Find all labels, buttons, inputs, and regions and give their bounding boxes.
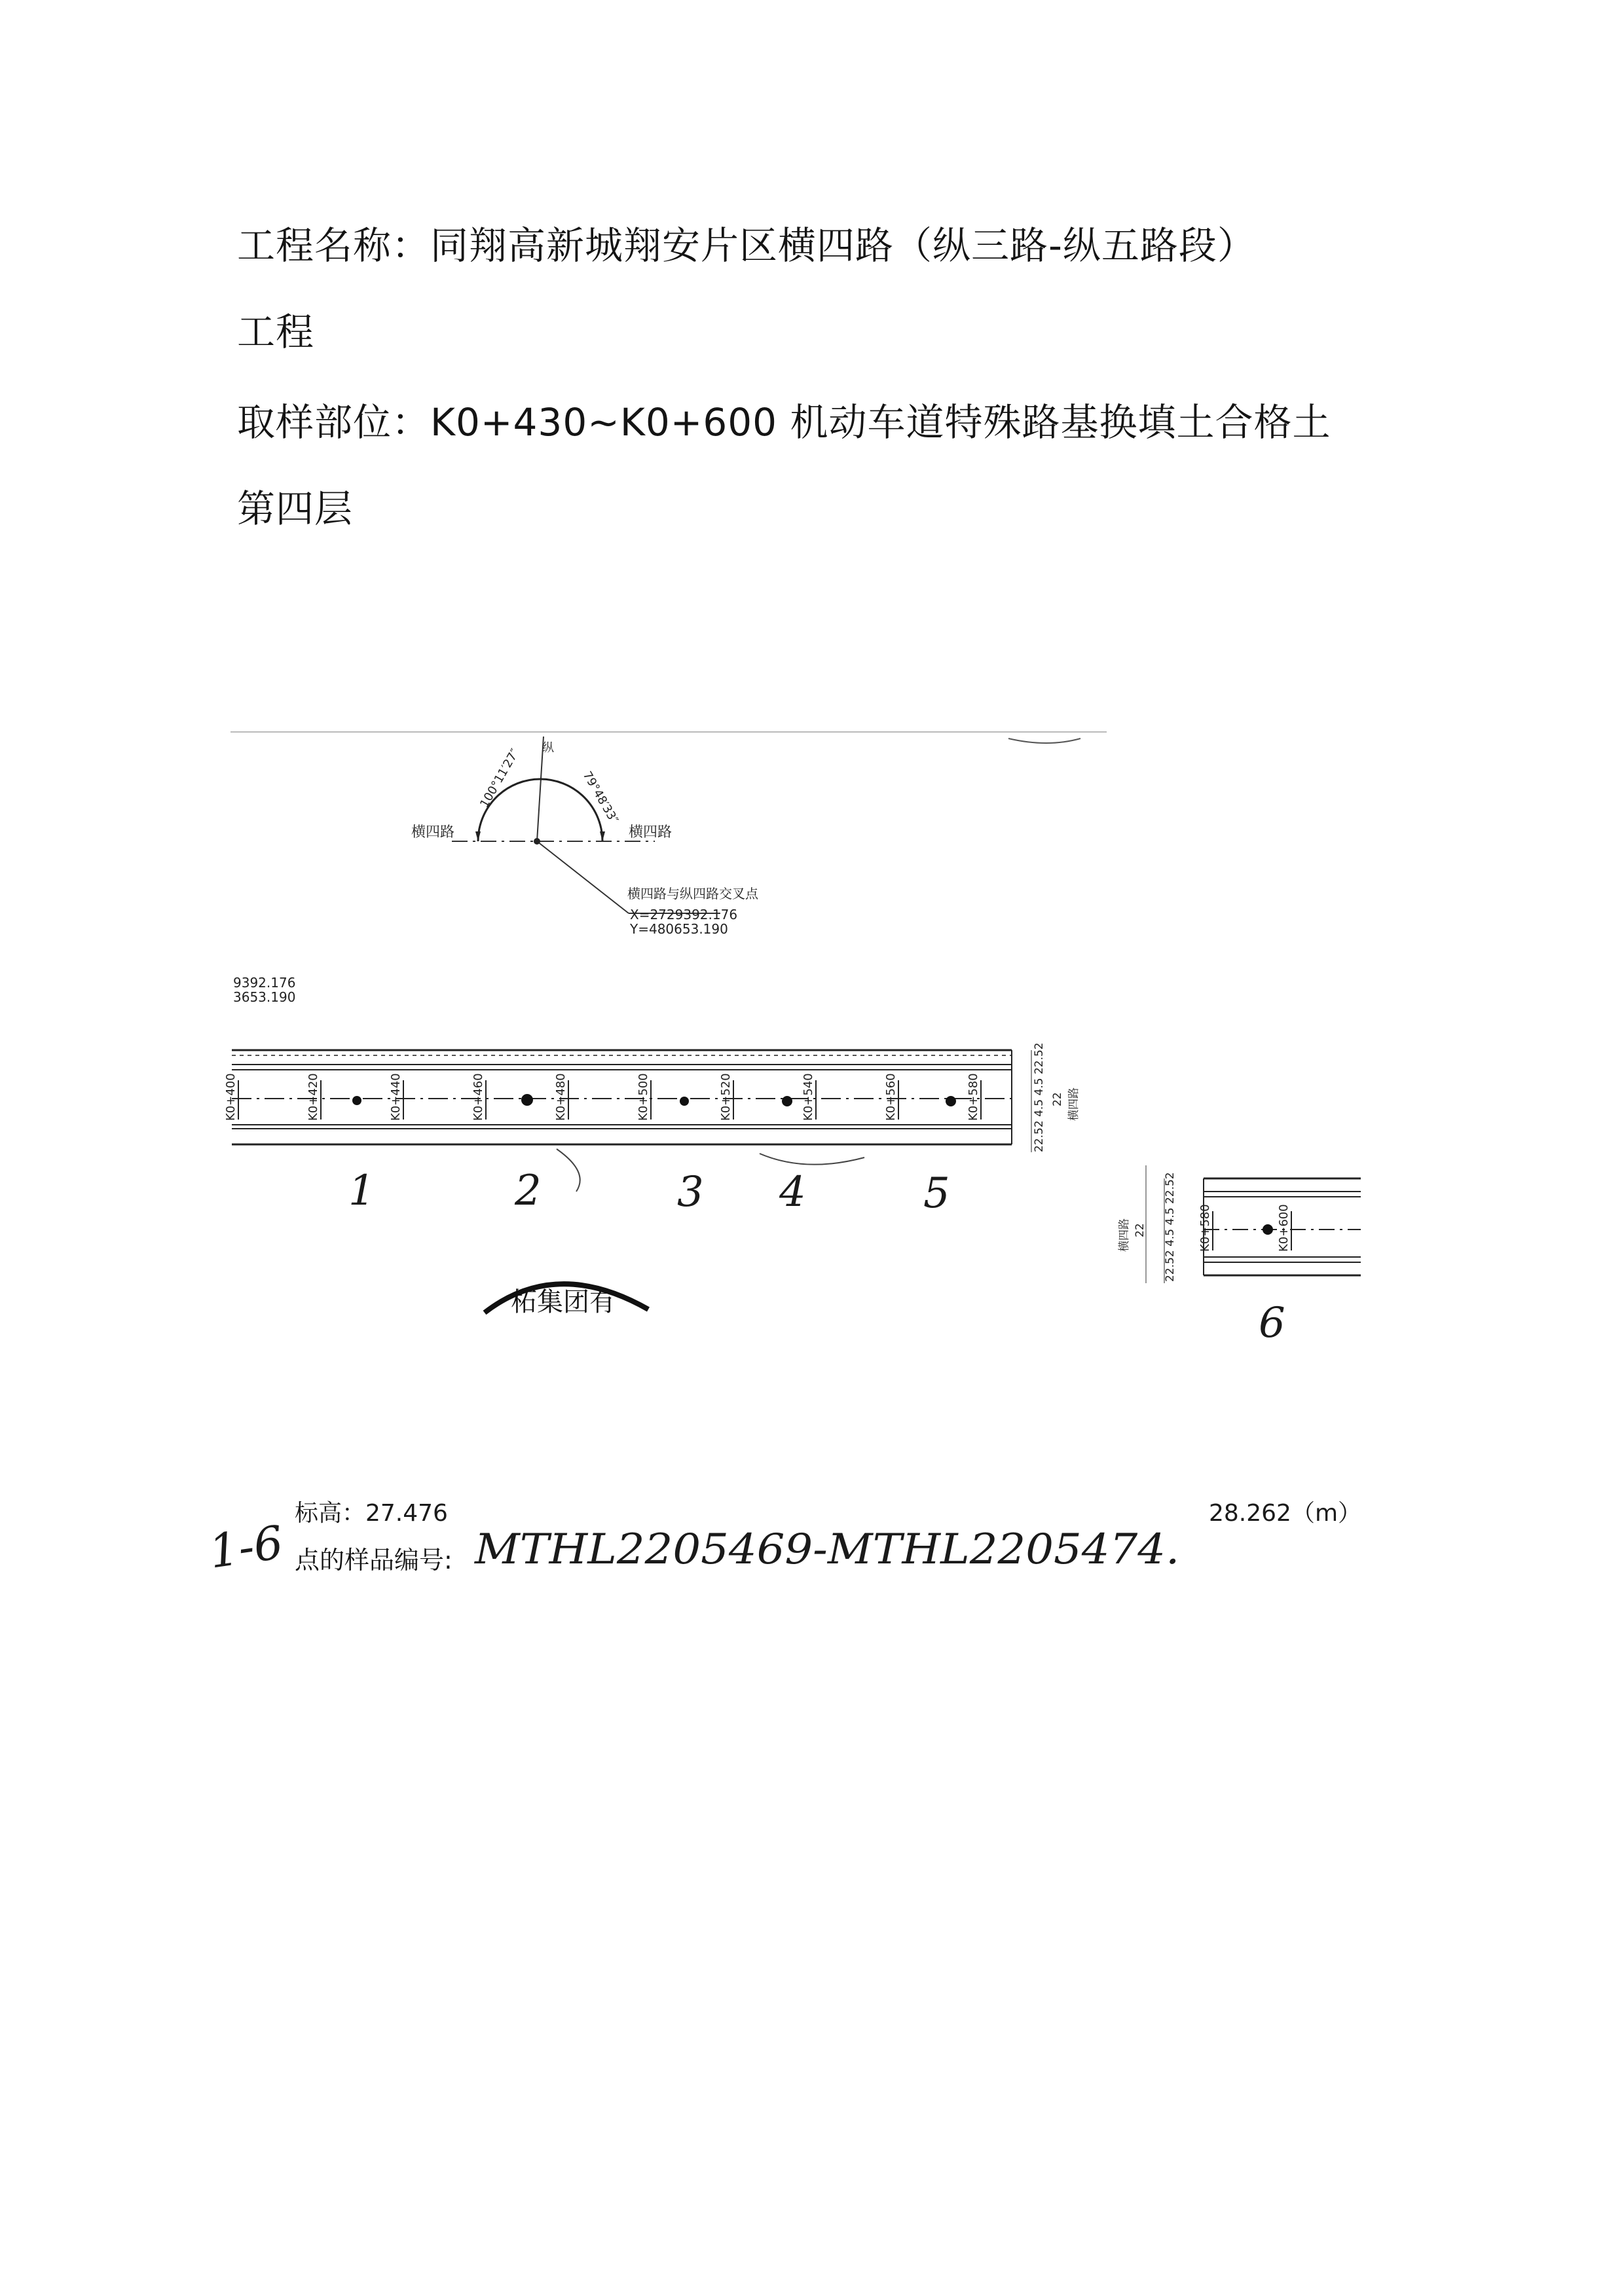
point-label-6: 6: [1259, 1299, 1285, 1347]
station-label: K0+440: [389, 1073, 403, 1121]
angle-left: 100°11′27″: [477, 746, 523, 811]
road-label-left: 横四路: [411, 824, 455, 841]
angle-right: 79°48′33″: [580, 769, 621, 826]
sample-point-2: [521, 1094, 533, 1106]
station-label: K0+560: [884, 1073, 898, 1121]
inset-station-label: K0+600: [1277, 1204, 1291, 1252]
inset-road-width: 22: [1134, 1223, 1147, 1237]
road-label-right: 横四路: [629, 824, 673, 841]
handwritten-sample-ids: MTHL2205469-MTHL2205474.: [475, 1525, 1180, 1574]
inset-station-label: K0+580: [1198, 1204, 1212, 1252]
sample-point-1: [352, 1096, 361, 1105]
coord-x-label: 9392.176: [233, 975, 296, 991]
sample-point-5: [946, 1096, 956, 1106]
station-label: K0+540: [802, 1073, 815, 1121]
station-label: K0+580: [967, 1073, 980, 1121]
station-label: K0+480: [554, 1073, 568, 1121]
point-label-2: 2: [515, 1167, 542, 1215]
point-label-1: 1: [348, 1167, 375, 1215]
road-width: 22: [1051, 1092, 1064, 1106]
sample-point-3: [680, 1097, 689, 1106]
intersection-title: 横四路与纵四路交叉点: [627, 886, 758, 902]
station-label: K0+460: [471, 1073, 485, 1121]
intersection-x: X=2729392.176: [630, 907, 738, 922]
sample-point-4: [782, 1096, 792, 1106]
road-label-top: 纵: [542, 741, 554, 755]
elevation-right: 28.262（m）: [1209, 1500, 1362, 1527]
project-name-continuation: 工程: [237, 310, 315, 354]
point-label-5: 5: [923, 1169, 950, 1218]
road-name-vertical: 横四路: [1067, 1087, 1080, 1121]
seal-text: 柘集团有: [511, 1287, 616, 1317]
sampling-location-line: 取样部位：K0+430~K0+600 机动车道特殊路基换填土合格土: [237, 400, 1331, 445]
sample-number-label: 点的样品编号:: [295, 1546, 452, 1575]
station-label: K0+520: [719, 1073, 733, 1121]
project-name-line: 工程名称：同翔高新城翔安片区横四路（纵三路-纵五路段）: [237, 223, 1256, 268]
point-label-3: 3: [677, 1168, 704, 1216]
sample-point-6: [1263, 1224, 1273, 1235]
intersection-detail: [411, 737, 759, 937]
sampling-layer-line: 第四层: [237, 486, 354, 531]
elevation-left: 标高：27.476: [295, 1500, 448, 1527]
intersection-y: Y=480653.190: [630, 921, 728, 937]
road-plan-inset: [1118, 1165, 1361, 1347]
inset-road-name: 横四路: [1118, 1218, 1131, 1252]
handwritten-point-range: 1-6: [206, 1515, 287, 1579]
station-label: K0+420: [306, 1073, 320, 1121]
coord-y-label: 3653.190: [233, 989, 296, 1005]
company-seal: [485, 1284, 648, 1317]
station-label: K0+400: [224, 1073, 238, 1121]
inset-width-dimensions: 22.52 4.5 4.5 22.52: [1164, 1172, 1177, 1282]
point-label-4: 4: [779, 1168, 806, 1216]
width-dimensions: 22.52 4.5 4.5 22.52: [1033, 1042, 1046, 1152]
station-label: K0+500: [637, 1073, 650, 1121]
